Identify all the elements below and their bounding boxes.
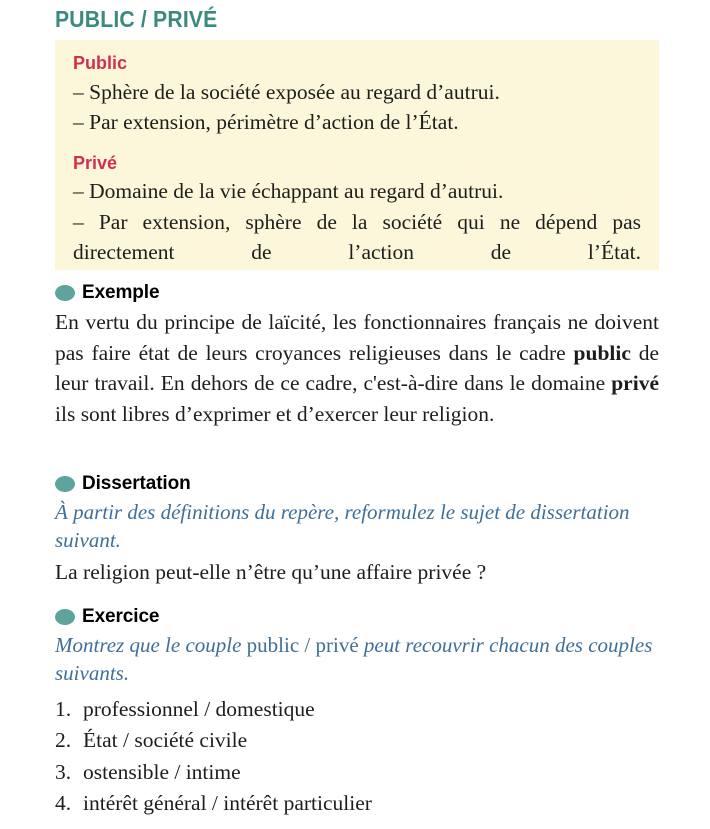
exercice-instruction-part-1: Montrez que le couple — [55, 633, 247, 657]
list-item — [55, 725, 659, 757]
section-exercice — [55, 606, 659, 820]
exemple-text-1: En vertu du principe de laïcité, les fonctionnaires français ne doivent pas faire état de leurs croyances religieuses dans le cadre — [55, 310, 659, 365]
exercice-item-list — [55, 694, 659, 820]
exemple-bold-public: public — [573, 340, 631, 365]
list-item-label: professionnel / domestique — [83, 696, 315, 721]
list-item — [55, 694, 659, 726]
definition-line: – Domaine de la vie échappant au regard d’autrui. — [73, 179, 504, 204]
exercice-instruction-part-2: peut recouvrir chacun des couples suivants. — [55, 633, 653, 686]
exercice-instruction — [55, 631, 659, 688]
list-item-number: 4. — [55, 791, 72, 816]
rubric-heading-exercice — [55, 606, 659, 628]
list-item — [55, 757, 659, 789]
rubric-label: Exercice — [82, 606, 160, 627]
list-item-label: État / société civile — [83, 728, 248, 753]
exemple-text-3: ils sont libres d’exprimer et d’exercer leur religion. — [55, 401, 495, 426]
dissertation-instruction: À partir des définitions du repère, reformulez le sujet de dissertation suivant. — [55, 500, 630, 553]
section-exemple — [55, 282, 659, 429]
teal-ellipse-bullet-icon — [55, 476, 75, 492]
list-item-number: 1. — [55, 696, 72, 721]
exemple-text-2: de leur travail. En dehors de ce cadre, c'est-à-dire dans le domaine — [55, 340, 660, 396]
definition-term-prive: Privé — [73, 152, 118, 173]
dissertation-subject: La religion peut-elle n’être qu’une affaire privée ? — [55, 559, 487, 584]
rubric-label: Dissertation — [82, 473, 191, 494]
definition-line: – Sphère de la société exposée au regard d’autrui. — [73, 79, 500, 104]
list-item — [55, 788, 659, 820]
rubric-label: Exemple — [82, 282, 160, 303]
section-dissertation — [55, 473, 659, 587]
list-item-label: intérêt général / intérêt particulier — [83, 791, 372, 816]
definition-line: – Par extension, périmètre d’action de l’État. — [73, 110, 459, 135]
teal-ellipse-bullet-icon — [55, 609, 75, 625]
exemple-bold-prive: privé — [611, 371, 659, 396]
exemple-paragraph — [55, 307, 659, 429]
definition-box — [55, 40, 659, 270]
definition-term-public: Public — [73, 53, 128, 73]
list-item-number: 3. — [55, 759, 72, 784]
list-item-number: 2. — [55, 728, 72, 753]
definition-line: – Par extension, sphère de la société qui ne dépend pas directement de l’action de l’État. — [73, 209, 641, 265]
page-title: PUBLIC / PRIVÉ — [55, 6, 218, 32]
exercice-instruction-upright: public / privé — [246, 633, 359, 657]
teal-ellipse-bullet-icon — [55, 285, 75, 301]
rubric-heading-exemple — [55, 282, 659, 304]
rubric-heading-dissertation — [55, 473, 659, 495]
list-item-label: ostensible / intime — [83, 759, 241, 784]
